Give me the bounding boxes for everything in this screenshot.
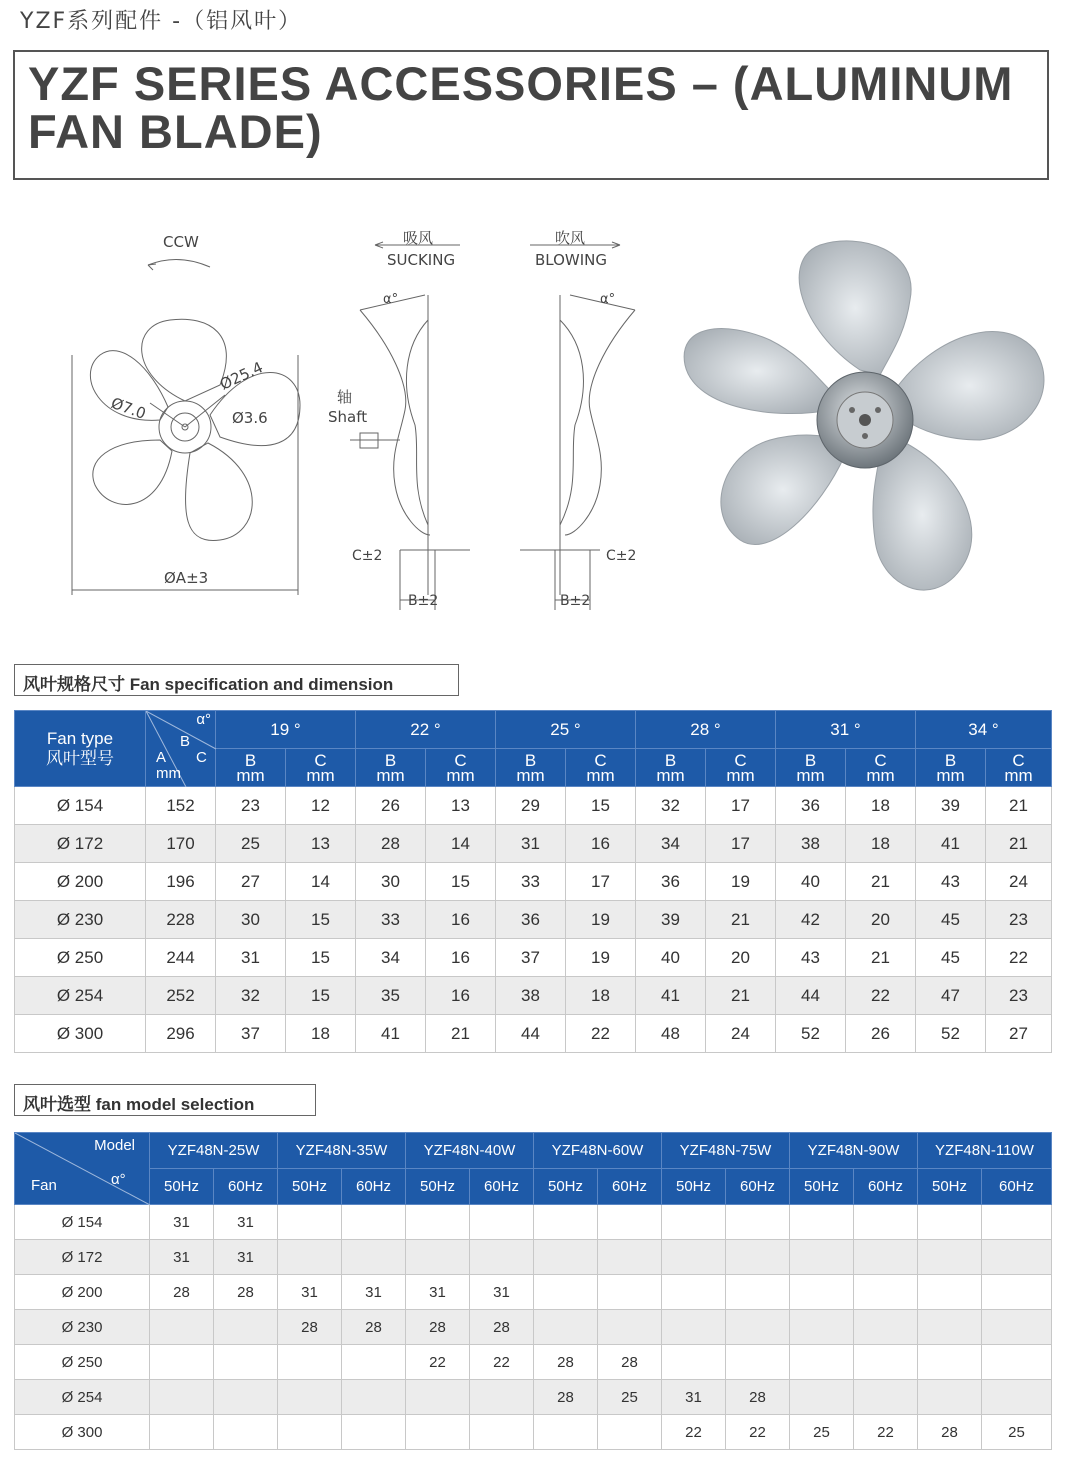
angle-cell	[854, 1240, 918, 1275]
hz50-header: 50Hz	[406, 1169, 470, 1205]
angle-cell	[918, 1345, 982, 1380]
b-mm-header: B mm	[916, 749, 986, 787]
hz60-header: 60Hz	[982, 1169, 1052, 1205]
angle-cell	[790, 1310, 854, 1345]
a-value-cell: 244	[146, 939, 216, 977]
dimension-cell: 36	[776, 787, 846, 825]
dimension-cell: 36	[636, 863, 706, 901]
dimension-cell: 19	[566, 939, 636, 977]
angle-cell	[214, 1310, 278, 1345]
dimension-cell: 21	[706, 977, 776, 1015]
dimension-cell: 16	[566, 825, 636, 863]
angle-cell	[534, 1240, 598, 1275]
angle-cell	[278, 1205, 342, 1240]
dimension-cell: 30	[356, 863, 426, 901]
angle-cell: 28	[150, 1275, 214, 1310]
a-value-cell: 170	[146, 825, 216, 863]
table-row	[15, 1345, 1052, 1380]
dimension-cell: 23	[986, 977, 1052, 1015]
fan-type-cell: Ø 200	[15, 863, 146, 901]
c-mm-header: C mm	[566, 749, 636, 787]
model-header-35w: YZF48N-35W	[278, 1133, 406, 1169]
dimension-cell: 47	[916, 977, 986, 1015]
table-row	[15, 1380, 1052, 1415]
model-header-110w: YZF48N-110W	[918, 1133, 1052, 1169]
dimension-cell: 27	[216, 863, 286, 901]
hz50-header: 50Hz	[662, 1169, 726, 1205]
b-mm-header: B mm	[776, 749, 846, 787]
spec-section-label: 风叶规格尺寸 Fan specification and dimension	[14, 664, 459, 696]
angle-header-28: 28 °	[636, 711, 776, 749]
dimension-cell: 44	[496, 1015, 566, 1053]
dimension-cell: 44	[776, 977, 846, 1015]
table-row	[15, 1015, 1052, 1053]
dimension-cell: 14	[426, 825, 496, 863]
fan-size-cell: Ø 300	[15, 1415, 150, 1450]
dimension-cell: 41	[356, 1015, 426, 1053]
angle-cell	[726, 1205, 790, 1240]
hz60-header: 60Hz	[342, 1169, 406, 1205]
bore-dim-label: Ø3.6	[232, 409, 268, 427]
hz60-header: 60Hz	[470, 1169, 534, 1205]
dimension-cell: 16	[426, 901, 496, 939]
b-tol-blowing-label: B±2	[560, 593, 591, 609]
dimension-cell: 40	[776, 863, 846, 901]
angle-cell: 22	[854, 1415, 918, 1450]
fan-size-cell: Ø 154	[15, 1205, 150, 1240]
table-row	[15, 787, 1052, 825]
fan-type-cell: Ø 300	[15, 1015, 146, 1053]
dimension-cell: 15	[566, 787, 636, 825]
dimension-cell: 15	[426, 863, 496, 901]
angle-cell	[406, 1380, 470, 1415]
model-corner-header: Model Fan α°	[15, 1133, 150, 1205]
angle-cell	[598, 1310, 662, 1345]
angle-cell: 31	[278, 1275, 342, 1310]
dimension-cell: 32	[216, 977, 286, 1015]
angle-cell: 28	[342, 1310, 406, 1345]
shaft-cn-label: 轴	[337, 388, 353, 406]
angle-cell	[918, 1275, 982, 1310]
dimension-cell: 22	[986, 939, 1052, 977]
dimension-cell: 21	[846, 863, 916, 901]
dimension-cell: 41	[916, 825, 986, 863]
angle-cell	[150, 1415, 214, 1450]
angle-header-34: 34 °	[916, 711, 1052, 749]
angle-cell	[150, 1310, 214, 1345]
angle-cell	[150, 1380, 214, 1415]
table-row	[15, 1240, 1052, 1275]
dimension-cell: 15	[286, 977, 356, 1015]
dimension-cell: 15	[286, 939, 356, 977]
angle-cell	[854, 1205, 918, 1240]
hz50-header: 50Hz	[150, 1169, 214, 1205]
fan-type-cell: Ø 230	[15, 901, 146, 939]
dimension-cell: 17	[566, 863, 636, 901]
c-tol-sucking-label: C±2	[352, 548, 383, 564]
dimension-cell: 23	[986, 901, 1052, 939]
outer-dim-label: ØA±3	[164, 569, 209, 587]
fan-type-cell: Ø 154	[15, 787, 146, 825]
dimension-cell: 37	[496, 939, 566, 977]
angle-cell	[470, 1380, 534, 1415]
angle-cell	[342, 1345, 406, 1380]
dimension-cell: 34	[356, 939, 426, 977]
hz50-header: 50Hz	[534, 1169, 598, 1205]
dimension-cell: 45	[916, 901, 986, 939]
dimension-cell: 24	[706, 1015, 776, 1053]
dimension-cell: 43	[776, 939, 846, 977]
angle-cell	[662, 1240, 726, 1275]
angle-cell: 25	[790, 1415, 854, 1450]
dimension-cell: 26	[356, 787, 426, 825]
sucking-cn-label: 吸风	[403, 229, 434, 247]
page-subtitle: YZF系列配件 -（铝风叶）	[20, 9, 303, 34]
angle-cell	[662, 1205, 726, 1240]
angle-cell	[598, 1275, 662, 1310]
angle-cell	[406, 1240, 470, 1275]
dimension-cell: 23	[216, 787, 286, 825]
title-box	[13, 50, 1049, 180]
fan-type-cell: Ø 250	[15, 939, 146, 977]
dimension-cell: 29	[496, 787, 566, 825]
angle-cell	[214, 1380, 278, 1415]
model-header-75w: YZF48N-75W	[662, 1133, 790, 1169]
alpha-sucking-label: α°	[383, 292, 399, 307]
angle-cell	[406, 1205, 470, 1240]
angle-cell	[342, 1205, 406, 1240]
dimension-cell: 22	[846, 977, 916, 1015]
angle-cell: 28	[726, 1380, 790, 1415]
spec-corner-header: α° B A C mm	[146, 711, 216, 787]
angle-cell	[406, 1415, 470, 1450]
model-header-25w: YZF48N-25W	[150, 1133, 278, 1169]
sucking-en-label: SUCKING	[387, 251, 456, 269]
dimension-cell: 43	[916, 863, 986, 901]
angle-cell	[662, 1310, 726, 1345]
dimension-cell: 14	[286, 863, 356, 901]
angle-cell	[342, 1240, 406, 1275]
angle-cell	[726, 1240, 790, 1275]
angle-cell: 22	[726, 1415, 790, 1450]
angle-cell: 28	[598, 1345, 662, 1380]
model-header-40w: YZF48N-40W	[406, 1133, 534, 1169]
dimension-cell: 25	[216, 825, 286, 863]
angle-cell	[278, 1380, 342, 1415]
angle-cell: 28	[470, 1310, 534, 1345]
angle-cell	[854, 1380, 918, 1415]
angle-cell	[470, 1240, 534, 1275]
angle-cell	[854, 1310, 918, 1345]
angle-cell: 31	[214, 1240, 278, 1275]
a-value-cell: 228	[146, 901, 216, 939]
angle-cell	[790, 1380, 854, 1415]
c-mm-header: C mm	[706, 749, 776, 787]
table-row	[15, 1275, 1052, 1310]
dimension-cell: 33	[356, 901, 426, 939]
dimension-cell: 12	[286, 787, 356, 825]
dimension-cell: 30	[216, 901, 286, 939]
dimension-cell: 31	[216, 939, 286, 977]
angle-cell	[534, 1310, 598, 1345]
dimension-cell: 52	[776, 1015, 846, 1053]
angle-cell	[598, 1205, 662, 1240]
hz60-header: 60Hz	[726, 1169, 790, 1205]
dimension-cell: 19	[566, 901, 636, 939]
fan-type-cell: Ø 254	[15, 977, 146, 1015]
dimension-cell: 21	[986, 825, 1052, 863]
model-section-label: 风叶选型 fan model selection	[14, 1084, 316, 1116]
angle-cell	[982, 1205, 1052, 1240]
angle-cell	[662, 1345, 726, 1380]
hz50-header: 50Hz	[790, 1169, 854, 1205]
dimension-cell: 33	[496, 863, 566, 901]
dimension-cell: 36	[496, 901, 566, 939]
angle-cell: 22	[662, 1415, 726, 1450]
angle-cell	[662, 1275, 726, 1310]
dimension-cell: 13	[426, 787, 496, 825]
angle-cell: 28	[534, 1345, 598, 1380]
table-row	[15, 1205, 1052, 1240]
dimension-cell: 26	[846, 1015, 916, 1053]
angle-cell	[726, 1275, 790, 1310]
angle-cell	[982, 1345, 1052, 1380]
angle-cell	[214, 1415, 278, 1450]
dimension-cell: 15	[286, 901, 356, 939]
hub-dim-label: Ø7.0	[108, 393, 149, 423]
angle-cell	[534, 1205, 598, 1240]
c-mm-header: C mm	[986, 749, 1052, 787]
angle-cell	[982, 1380, 1052, 1415]
c-tol-blowing-label: C±2	[606, 548, 637, 564]
dimension-cell: 17	[706, 787, 776, 825]
ring-dim-label: Ø25.4	[217, 358, 266, 394]
b-tol-sucking-label: B±2	[408, 593, 439, 609]
angle-cell: 28	[918, 1415, 982, 1450]
a-value-cell: 152	[146, 787, 216, 825]
angle-cell	[470, 1415, 534, 1450]
dimension-cell: 35	[356, 977, 426, 1015]
dimension-cell: 20	[846, 901, 916, 939]
dimension-cell: 20	[706, 939, 776, 977]
angle-cell	[854, 1345, 918, 1380]
fan-blade-technical-drawing	[60, 215, 660, 625]
dimension-cell: 16	[426, 977, 496, 1015]
angle-header-25: 25 °	[496, 711, 636, 749]
b-mm-header: B mm	[496, 749, 566, 787]
angle-header-31: 31 °	[776, 711, 916, 749]
angle-cell: 25	[598, 1380, 662, 1415]
angle-cell: 31	[342, 1275, 406, 1310]
table-row	[15, 977, 1052, 1015]
angle-cell: 31	[470, 1275, 534, 1310]
dimension-cell: 39	[916, 787, 986, 825]
angle-cell	[278, 1415, 342, 1450]
angle-cell	[918, 1240, 982, 1275]
angle-cell: 31	[150, 1240, 214, 1275]
page-title: YZF SERIES ACCESSORIES – (ALUMINUM FAN BLADE)	[28, 57, 1014, 158]
fan-type-cell: Ø 172	[15, 825, 146, 863]
angle-cell	[726, 1345, 790, 1380]
hz60-header: 60Hz	[854, 1169, 918, 1205]
dimension-cell: 24	[986, 863, 1052, 901]
fan-blade-photo	[680, 240, 1050, 605]
dimension-cell: 41	[636, 977, 706, 1015]
model-header-60w: YZF48N-60W	[534, 1133, 662, 1169]
c-mm-header: C mm	[286, 749, 356, 787]
fan-size-cell: Ø 230	[15, 1310, 150, 1345]
dimension-cell: 38	[776, 825, 846, 863]
hz50-header: 50Hz	[278, 1169, 342, 1205]
angle-cell	[342, 1415, 406, 1450]
angle-header-19: 19 °	[216, 711, 356, 749]
dimension-cell: 27	[986, 1015, 1052, 1053]
angle-cell	[470, 1205, 534, 1240]
dimension-cell: 22	[566, 1015, 636, 1053]
angle-cell	[342, 1380, 406, 1415]
model-header-90w: YZF48N-90W	[790, 1133, 918, 1169]
dimension-cell: 38	[496, 977, 566, 1015]
fan-size-cell: Ø 172	[15, 1240, 150, 1275]
angle-cell: 28	[406, 1310, 470, 1345]
dimension-cell: 45	[916, 939, 986, 977]
hz60-header: 60Hz	[214, 1169, 278, 1205]
angle-cell: 31	[150, 1205, 214, 1240]
angle-cell	[790, 1275, 854, 1310]
dimension-cell: 39	[636, 901, 706, 939]
table-row	[15, 901, 1052, 939]
angle-cell	[918, 1310, 982, 1345]
angle-cell	[982, 1310, 1052, 1345]
angle-cell	[598, 1240, 662, 1275]
table-row	[15, 939, 1052, 977]
dimension-cell: 21	[986, 787, 1052, 825]
angle-cell	[918, 1380, 982, 1415]
angle-header-22: 22 °	[356, 711, 496, 749]
angle-cell	[790, 1345, 854, 1380]
dimension-cell: 18	[846, 787, 916, 825]
dimension-cell: 40	[636, 939, 706, 977]
table-row	[15, 863, 1052, 901]
dimension-cell: 32	[636, 787, 706, 825]
angle-cell	[726, 1310, 790, 1345]
dimension-cell: 21	[846, 939, 916, 977]
dimension-cell: 28	[356, 825, 426, 863]
angle-cell	[982, 1240, 1052, 1275]
blowing-cn-label: 吹风	[555, 229, 586, 247]
angle-cell	[278, 1240, 342, 1275]
angle-cell: 28	[278, 1310, 342, 1345]
table-row	[15, 1310, 1052, 1345]
angle-cell: 25	[982, 1415, 1052, 1450]
dimension-cell: 52	[916, 1015, 986, 1053]
angle-cell	[214, 1345, 278, 1380]
dimension-cell: 13	[286, 825, 356, 863]
table-row	[15, 825, 1052, 863]
angle-cell	[278, 1345, 342, 1380]
angle-cell	[982, 1275, 1052, 1310]
angle-cell: 28	[534, 1380, 598, 1415]
fan-spec-table	[14, 710, 1052, 1053]
dimension-cell: 17	[706, 825, 776, 863]
dimension-cell: 34	[636, 825, 706, 863]
angle-cell	[790, 1205, 854, 1240]
blowing-en-label: BLOWING	[535, 251, 608, 269]
b-mm-header: B mm	[356, 749, 426, 787]
fan-size-cell: Ø 200	[15, 1275, 150, 1310]
a-value-cell: 296	[146, 1015, 216, 1053]
c-mm-header: C mm	[426, 749, 496, 787]
alpha-blowing-label: α°	[600, 292, 616, 307]
fan-type-header: Fan type 风叶型号	[15, 711, 146, 787]
angle-cell: 31	[214, 1205, 278, 1240]
dimension-cell: 31	[496, 825, 566, 863]
dimension-cell: 21	[426, 1015, 496, 1053]
b-mm-header: B mm	[636, 749, 706, 787]
angle-cell: 28	[214, 1275, 278, 1310]
dimension-cell: 16	[426, 939, 496, 977]
fan-size-cell: Ø 250	[15, 1345, 150, 1380]
angle-cell	[534, 1275, 598, 1310]
hz50-header: 50Hz	[918, 1169, 982, 1205]
shaft-en-label: Shaft	[328, 408, 368, 426]
ccw-label: CCW	[163, 233, 199, 251]
hz60-header: 60Hz	[598, 1169, 662, 1205]
fan-size-cell: Ø 254	[15, 1380, 150, 1415]
angle-cell	[854, 1275, 918, 1310]
angle-cell: 31	[662, 1380, 726, 1415]
dimension-cell: 19	[706, 863, 776, 901]
dimension-cell: 42	[776, 901, 846, 939]
table-row	[15, 1415, 1052, 1450]
angle-cell	[598, 1415, 662, 1450]
b-mm-header: B mm	[216, 749, 286, 787]
angle-cell: 31	[406, 1275, 470, 1310]
angle-cell: 22	[406, 1345, 470, 1380]
fan-model-table	[14, 1132, 1052, 1450]
angle-cell	[150, 1345, 214, 1380]
dimension-cell: 18	[286, 1015, 356, 1053]
angle-cell	[534, 1415, 598, 1450]
dimension-cell: 48	[636, 1015, 706, 1053]
c-mm-header: C mm	[846, 749, 916, 787]
a-value-cell: 196	[146, 863, 216, 901]
dimension-cell: 18	[846, 825, 916, 863]
dimension-cell: 37	[216, 1015, 286, 1053]
angle-cell	[918, 1205, 982, 1240]
dimension-cell: 21	[706, 901, 776, 939]
angle-cell	[790, 1240, 854, 1275]
angle-cell: 22	[470, 1345, 534, 1380]
a-value-cell: 252	[146, 977, 216, 1015]
dimension-cell: 18	[566, 977, 636, 1015]
